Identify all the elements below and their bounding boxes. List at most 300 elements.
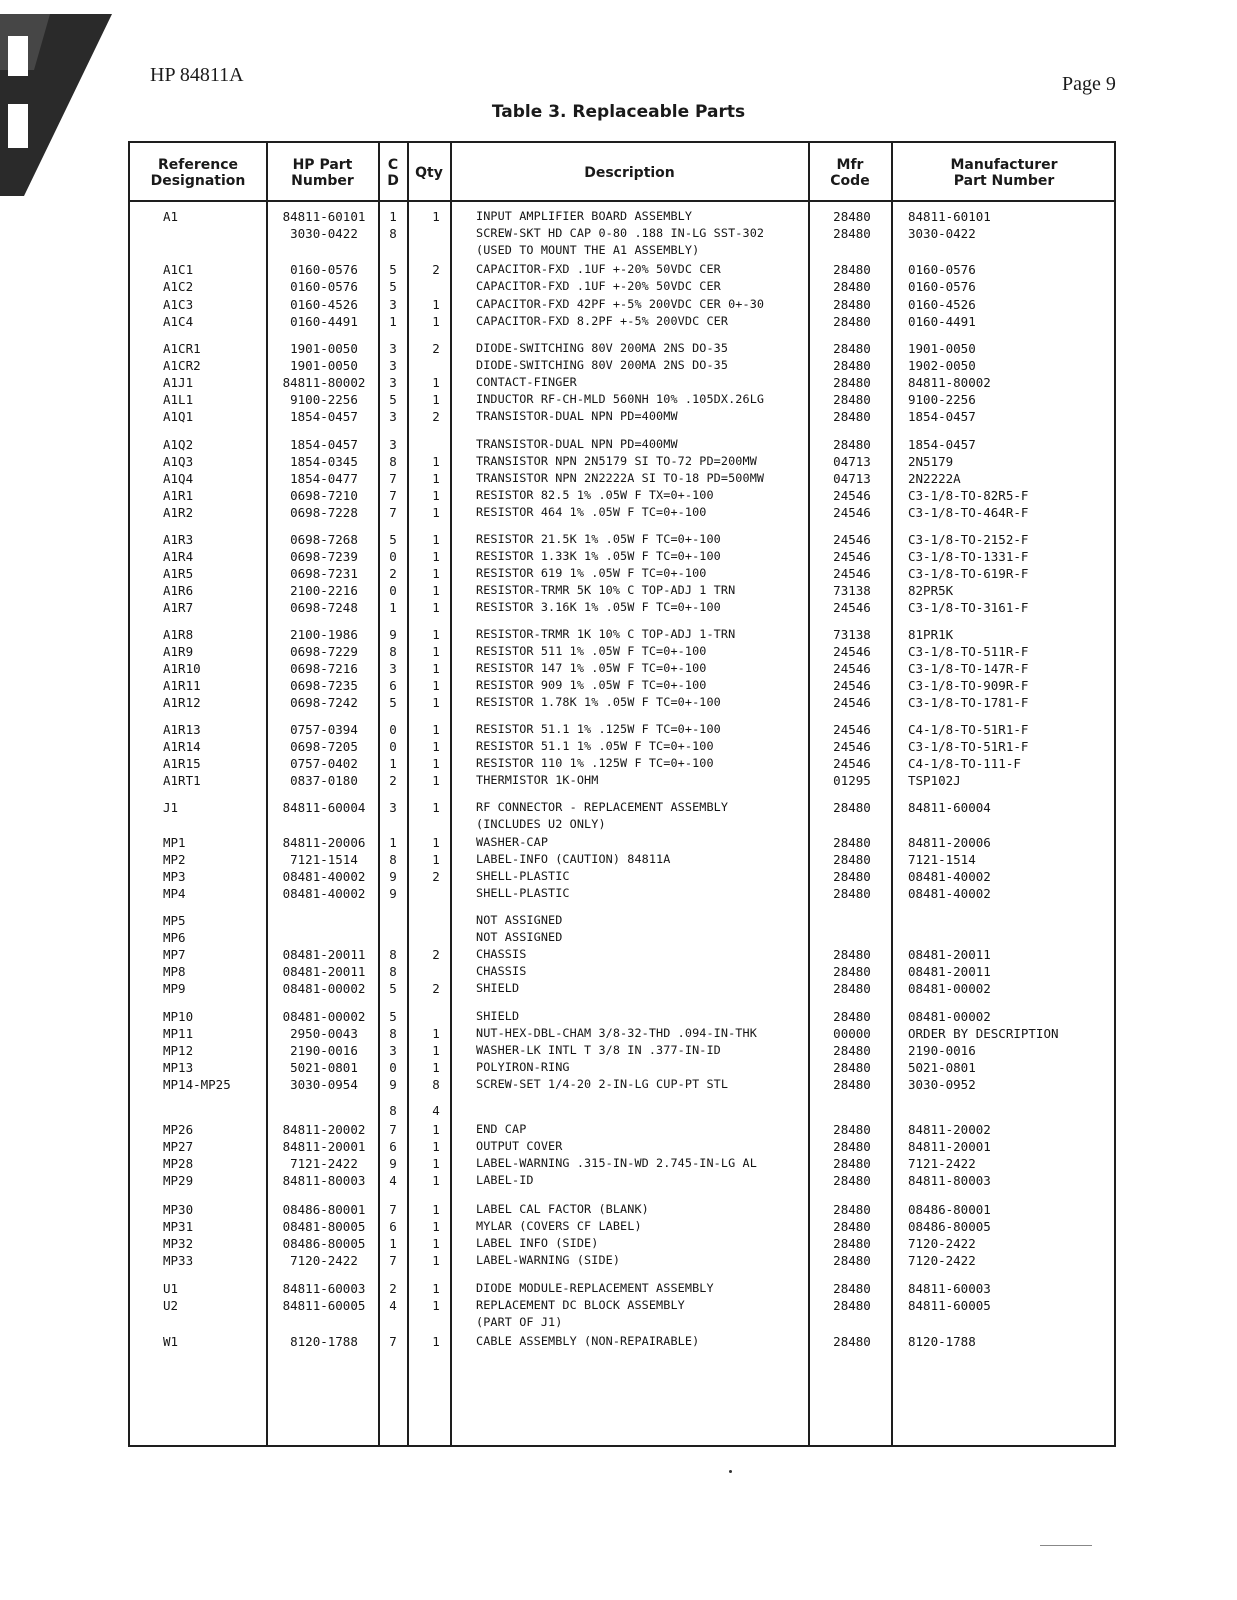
cell-mfr-code: 24546 [833, 532, 871, 547]
cell-ref: MP10 [163, 1009, 194, 1024]
cell-mfr-part: 08486-80001 [908, 1202, 991, 1217]
cell-mfr-code: 24546 [833, 566, 871, 581]
cell-mfr-code: 28480 [833, 852, 871, 867]
cell-ref: MP1 [163, 835, 186, 850]
cell-qty: 1 [432, 209, 440, 224]
cell-cd: 7 [389, 1202, 397, 1217]
cell-qty: 1 [432, 1173, 440, 1188]
cell-ref: A1R8 [163, 627, 194, 642]
cell-hp-part: 08481-40002 [282, 869, 366, 884]
cell-hp-part: 0698-7235 [290, 678, 358, 693]
cell-mfr-code [812, 242, 892, 259]
cell-ref: A1 [163, 209, 179, 224]
cell-desc: RESISTOR 51.1 1% .05W F TC=0+-100 [476, 739, 714, 753]
cell-mfr-part: C3-1/8-TO-1781-F [908, 695, 1029, 710]
cell-cd: 8 [389, 947, 397, 962]
cell-mfr-code: 28480 [833, 800, 871, 815]
cell-hp-part: 1901-0050 [290, 358, 358, 373]
cell-ref: MP33 [163, 1253, 194, 1268]
cell-mfr-code [812, 1314, 892, 1331]
cell-ref: A1R14 [163, 739, 201, 754]
cell-desc: RESISTOR 619 1% .05W F TC=0+-100 [476, 566, 707, 580]
cell-hp-part: 9100-2256 [290, 392, 358, 407]
cell-cd: 0 [389, 722, 397, 737]
header-mfr-code: Mfr Code [830, 157, 870, 189]
cell-ref: MP32 [163, 1236, 194, 1251]
cell-hp-part: 1854-0345 [290, 454, 358, 469]
cell-qty: 1 [432, 1219, 440, 1234]
cell-desc: (PART OF J1) [476, 1315, 563, 1329]
cell-qty [420, 885, 452, 902]
cell-ref: MP26 [163, 1122, 194, 1137]
cell-qty: 1 [432, 375, 440, 390]
cell-mfr-part: 1854-0457 [908, 409, 976, 424]
cell-hp-part: 0698-7229 [290, 644, 358, 659]
cell-mfr-code: 28480 [833, 1009, 871, 1024]
cell-cd [380, 1314, 406, 1331]
cell-mfr-code: 28480 [833, 1156, 871, 1171]
cell-desc: WASHER-LK INTL T 3/8 IN .377-IN-ID [476, 1043, 721, 1057]
cell-desc: TRANSISTOR-DUAL NPN PD=400MW [476, 437, 678, 451]
cell-cd: 5 [389, 262, 397, 277]
cell-mfr-part: 0160-4491 [908, 314, 976, 329]
cell-mfr-part: 1901-0050 [908, 341, 976, 356]
cell-hp-part: 84811-20002 [282, 1122, 366, 1137]
cell-cd: 8 [389, 226, 397, 241]
cell-ref: MP11 [163, 1026, 194, 1041]
cell-ref: A1C3 [163, 297, 194, 312]
cell-mfr-part: 3030-0952 [908, 1077, 976, 1092]
cell-mfr-code: 28480 [833, 1236, 871, 1251]
cell-mfr-part: 5021-0801 [908, 1060, 976, 1075]
cell-cd: 8 [389, 852, 397, 867]
cell-qty [420, 357, 452, 374]
cell-hp-part: 2100-2216 [290, 583, 358, 598]
cell-cd: 3 [389, 297, 397, 312]
cell-cd: 5 [389, 392, 397, 407]
cell-desc: POLYIRON-RING [476, 1060, 570, 1074]
cell-desc: INPUT AMPLIFIER BOARD ASSEMBLY [476, 209, 693, 223]
cell-mfr-code: 24546 [833, 488, 871, 503]
cell-mfr-code [812, 929, 892, 946]
cell-hp-part: 0698-7239 [290, 549, 358, 564]
cell-cd: 5 [389, 279, 397, 294]
cell-qty: 1 [432, 392, 440, 407]
cell-mfr-code: 28480 [833, 1334, 871, 1349]
cell-hp-part: 84811-80003 [282, 1173, 366, 1188]
cell-qty: 1 [432, 1334, 440, 1349]
cell-cd: 4 [389, 1298, 397, 1313]
cell-desc: SHELL-PLASTIC [476, 869, 570, 883]
cell-cd: 7 [389, 1253, 397, 1268]
cell-mfr-part: C3-1/8-TO-3161-F [908, 600, 1029, 615]
cell-qty: 1 [432, 1122, 440, 1137]
cell-qty: 2 [432, 869, 440, 884]
cell-mfr-part: 08481-40002 [908, 886, 991, 901]
cell-mfr-code: 00000 [833, 1026, 871, 1041]
cell-mfr-code: 24546 [833, 600, 871, 615]
cell-qty [420, 912, 452, 929]
cell-desc: SHELL-PLASTIC [476, 886, 570, 900]
cell-qty: 1 [432, 600, 440, 615]
cell-desc: RESISTOR 110 1% .125W F TC=0+-100 [476, 756, 714, 770]
cell-ref: A1R7 [163, 600, 194, 615]
cell-hp-part: 08481-00002 [282, 981, 366, 996]
cell-desc: CABLE ASSEMBLY (NON-REPAIRABLE) [476, 1334, 700, 1348]
cell-desc: RESISTOR 147 1% .05W F TC=0+-100 [476, 661, 707, 675]
cell-desc: WASHER-CAP [476, 835, 549, 849]
cell-mfr-code: 73138 [833, 627, 871, 642]
cell-mfr-part: C3-1/8-TO-147R-F [908, 661, 1029, 676]
cell-ref: MP5 [163, 913, 186, 928]
cell-qty: 1 [432, 756, 440, 771]
cell-hp-part: 0698-7228 [290, 505, 358, 520]
cell-cd [380, 242, 406, 259]
cell-ref: MP4 [163, 886, 186, 901]
cell-hp-part: 08481-20011 [282, 964, 366, 979]
cell-qty: 1 [432, 1202, 440, 1217]
cell-mfr-code: 28480 [833, 886, 871, 901]
cell-cd: 3 [389, 341, 397, 356]
cell-mfr-code: 28480 [833, 314, 871, 329]
cell-mfr-part: 82PR5K [908, 583, 954, 598]
cell-mfr-code [812, 816, 892, 833]
cell-ref: MP14-MP25 [163, 1077, 231, 1092]
cell-hp-part: 0698-7210 [290, 488, 358, 503]
cell-cd: 8 [389, 1103, 397, 1118]
page-number: Page 9 [1062, 73, 1116, 95]
cell-desc: LABEL CAL FACTOR (BLANK) [476, 1202, 649, 1216]
cell-mfr-code: 28480 [833, 279, 871, 294]
cell-mfr-part: 0160-0576 [908, 262, 976, 277]
cell-hp-part: 84811-60003 [282, 1281, 366, 1296]
cell-desc: CONTACT-FINGER [476, 375, 577, 389]
cell-cd: 6 [389, 1139, 397, 1154]
cell-qty: 1 [432, 1281, 440, 1296]
cell-hp-part: 2950-0043 [290, 1026, 358, 1041]
cell-ref: A1R13 [163, 722, 201, 737]
cell-qty [420, 278, 452, 295]
cell-desc: NOT ASSIGNED [476, 913, 563, 927]
cell-mfr-code: 04713 [833, 454, 871, 469]
cell-mfr-code: 24546 [833, 505, 871, 520]
cell-cd: 8 [389, 1026, 397, 1041]
cell-qty: 2 [432, 409, 440, 424]
cell-hp-part: 0160-4491 [290, 314, 358, 329]
cell-hp-part: 08481-20011 [282, 947, 366, 962]
cell-desc: RESISTOR 21.5K 1% .05W F TC=0+-100 [476, 532, 721, 546]
cell-mfr-part: 0160-0576 [908, 279, 976, 294]
cell-mfr-part: TSP102J [908, 773, 961, 788]
cell-desc: REPLACEMENT DC BLOCK ASSEMBLY [476, 1298, 685, 1312]
cell-mfr-code: 24546 [833, 722, 871, 737]
cell-cd: 9 [389, 869, 397, 884]
cell-mfr-code: 28480 [833, 964, 871, 979]
cell-qty: 4 [432, 1103, 440, 1118]
cell-mfr-code: 24546 [833, 644, 871, 659]
cell-qty: 1 [432, 1043, 440, 1058]
cell-desc: CAPACITOR-FXD 8.2PF +-5% 200VDC CER [476, 314, 729, 328]
cell-cd: 6 [389, 1219, 397, 1234]
cell-ref: MP29 [163, 1173, 194, 1188]
cell-cd: 8 [389, 454, 397, 469]
cell-qty: 1 [432, 1253, 440, 1268]
cell-ref: MP6 [163, 930, 186, 945]
cell-desc: RESISTOR 1.33K 1% .05W F TC=0+-100 [476, 549, 721, 563]
cell-ref: A1R10 [163, 661, 201, 676]
header-hp-part-number: HP Part Number [291, 157, 354, 189]
cell-cd: 1 [389, 600, 397, 615]
cell-mfr-part: 7120-2422 [908, 1253, 976, 1268]
scan-speck [729, 1470, 732, 1473]
cell-qty: 1 [432, 739, 440, 754]
cell-cd [380, 912, 406, 929]
cell-qty: 1 [432, 505, 440, 520]
cell-cd: 5 [389, 532, 397, 547]
cell-hp-part: 0698-7216 [290, 661, 358, 676]
cell-qty: 2 [432, 947, 440, 962]
cell-hp-part: 0698-7205 [290, 739, 358, 754]
cell-cd: 2 [389, 773, 397, 788]
cell-desc: CAPACITOR-FXD .1UF +-20% 50VDC CER [476, 279, 721, 293]
cell-mfr-part: 08481-40002 [908, 869, 991, 884]
cell-mfr-part: 81PR1K [908, 627, 954, 642]
cell-mfr-part: 08481-20011 [908, 964, 991, 979]
header-description: Description [584, 165, 675, 181]
cell-hp-part [272, 1314, 376, 1331]
cell-ref: U1 [163, 1281, 179, 1296]
cell-hp-part: 84811-80002 [282, 375, 366, 390]
cell-ref: A1R5 [163, 566, 194, 581]
cell-desc: LABEL-INFO (CAUTION) 84811A [476, 852, 671, 866]
cell-qty: 2 [432, 262, 440, 277]
cell-desc: RESISTOR 909 1% .05W F TC=0+-100 [476, 678, 707, 692]
cell-mfr-code [812, 1102, 892, 1119]
cell-qty: 1 [432, 1298, 440, 1313]
cell-desc: DIODE MODULE-REPLACEMENT ASSEMBLY [476, 1281, 714, 1295]
cell-mfr-part: C3-1/8-TO-2152-F [908, 532, 1029, 547]
cell-mfr-code: 24546 [833, 756, 871, 771]
cell-ref: A1R15 [163, 756, 201, 771]
cell-qty [420, 1008, 452, 1025]
cell-cd: 3 [389, 800, 397, 815]
cell-ref: A1Q2 [163, 437, 194, 452]
cell-mfr-part: 08481-00002 [908, 1009, 991, 1024]
cell-ref: MP3 [163, 869, 186, 884]
cell-desc: CAPACITOR-FXD .1UF +-20% 50VDC CER [476, 262, 721, 276]
cell-mfr-code: 24546 [833, 661, 871, 676]
cell-cd: 5 [389, 981, 397, 996]
cell-mfr-part: C3-1/8-TO-82R5-F [908, 488, 1029, 503]
cell-ref: MP2 [163, 852, 186, 867]
cell-mfr-part: 08481-00002 [908, 981, 991, 996]
cell-cd: 7 [389, 488, 397, 503]
cell-hp-part [272, 929, 376, 946]
cell-desc: RESISTOR 511 1% .05W F TC=0+-100 [476, 644, 707, 658]
cell-ref: A1C1 [163, 262, 194, 277]
cell-ref: W1 [163, 1334, 179, 1349]
cell-cd: 9 [389, 1077, 397, 1092]
cell-mfr-code: 28480 [833, 1219, 871, 1234]
cell-hp-part: 08486-80005 [282, 1236, 366, 1251]
cell-mfr-part: 1902-0050 [908, 358, 976, 373]
cell-qty [420, 225, 452, 242]
cell-cd: 9 [389, 627, 397, 642]
cell-hp-part [272, 816, 376, 833]
cell-cd: 0 [389, 739, 397, 754]
cell-qty: 1 [432, 488, 440, 503]
cell-hp-part [272, 912, 376, 929]
cell-mfr-part: 7120-2422 [908, 1236, 976, 1251]
cell-desc: END CAP [476, 1122, 527, 1136]
cell-qty: 1 [432, 314, 440, 329]
cell-desc: RESISTOR 51.1 1% .125W F TC=0+-100 [476, 722, 721, 736]
cell-ref: MP7 [163, 947, 186, 962]
cell-desc: NOT ASSIGNED [476, 930, 563, 944]
cell-cd: 1 [389, 1236, 397, 1251]
cell-hp-part: 3030-0422 [290, 226, 358, 241]
cell-qty: 1 [432, 297, 440, 312]
cell-desc: CAPACITOR-FXD 42PF +-5% 200VDC CER 0+-30 [476, 297, 765, 311]
cell-desc: TRANSISTOR NPN 2N2222A SI TO-18 PD=500MW [476, 471, 765, 485]
cell-hp-part: 1854-0477 [290, 471, 358, 486]
cell-hp-part: 2100-1986 [290, 627, 358, 642]
cell-mfr-part: 08486-80005 [908, 1219, 991, 1234]
cell-cd: 2 [389, 1281, 397, 1296]
cell-mfr-part: 7121-2422 [908, 1156, 976, 1171]
cell-mfr-code: 28480 [833, 341, 871, 356]
cell-mfr-code: 28480 [833, 358, 871, 373]
cell-mfr-code: 24546 [833, 739, 871, 754]
cell-ref: A1RT1 [163, 773, 201, 788]
cell-mfr-code: 28480 [833, 1298, 871, 1313]
cell-qty: 1 [432, 1026, 440, 1041]
cell-mfr-code: 28480 [833, 1139, 871, 1154]
cell-mfr-code: 28480 [833, 226, 871, 241]
cell-desc: TRANSISTOR-DUAL NPN PD=400MW [476, 409, 678, 423]
cell-cd: 1 [389, 314, 397, 329]
cell-cd [380, 816, 406, 833]
table-title: Table 3. Replaceable Parts [491, 102, 746, 122]
cell-desc: RESISTOR 1.78K 1% .05W F TC=0+-100 [476, 695, 721, 709]
cell-qty [420, 242, 452, 259]
cell-hp-part: 08481-40002 [282, 886, 366, 901]
cell-desc: TRANSISTOR NPN 2N5179 SI TO-72 PD=200MW [476, 454, 757, 468]
cell-cd: 1 [389, 209, 397, 224]
cell-mfr-part: 84811-60003 [908, 1281, 991, 1296]
cell-mfr-code: 28480 [833, 375, 871, 390]
cell-qty: 1 [432, 549, 440, 564]
cell-qty: 1 [432, 661, 440, 676]
cell-mfr-part: C3-1/8-TO-619R-F [908, 566, 1029, 581]
cell-cd: 3 [389, 375, 397, 390]
cell-mfr-code [812, 912, 892, 929]
cell-qty: 1 [432, 722, 440, 737]
cell-mfr-part: C3-1/8-TO-464R-F [908, 505, 1029, 520]
cell-desc: RESISTOR-TRMR 1K 10% C TOP-ADJ 1-TRN [476, 627, 736, 641]
cell-ref: A1Q4 [163, 471, 194, 486]
cell-hp-part: 1854-0457 [290, 409, 358, 424]
cell-mfr-part: 1854-0457 [908, 437, 976, 452]
cell-desc: (USED TO MOUNT THE A1 ASSEMBLY) [476, 243, 700, 257]
cell-mfr-code: 28480 [833, 1043, 871, 1058]
cell-cd: 3 [389, 358, 397, 373]
cell-hp-part: 0698-7231 [290, 566, 358, 581]
cell-qty: 1 [432, 678, 440, 693]
cell-hp-part: 3030-0954 [290, 1077, 358, 1092]
cell-mfr-code: 28480 [833, 947, 871, 962]
cell-cd: 0 [389, 549, 397, 564]
cell-mfr-code: 28480 [833, 869, 871, 884]
cell-desc: CHASSIS [476, 947, 527, 961]
cell-mfr-part: 8120-1788 [908, 1334, 976, 1349]
cell-hp-part: 0160-0576 [290, 262, 358, 277]
cell-hp-part: 84811-60004 [282, 800, 366, 815]
cell-hp-part: 1901-0050 [290, 341, 358, 356]
cell-cd [380, 929, 406, 946]
cell-ref: A1R12 [163, 695, 201, 710]
cell-ref: A1R3 [163, 532, 194, 547]
cell-mfr-part: C3-1/8-TO-1331-F [908, 549, 1029, 564]
cell-ref: MP9 [163, 981, 186, 996]
cell-mfr-part: 84811-80003 [908, 1173, 991, 1188]
cell-mfr-code: 24546 [833, 695, 871, 710]
cell-mfr-part: 84811-20001 [908, 1139, 991, 1154]
cell-hp-part: 1854-0457 [290, 437, 358, 452]
cell-hp-part: 5021-0801 [290, 1060, 358, 1075]
cell-mfr-part: 08481-20011 [908, 947, 991, 962]
cell-mfr-code: 28480 [833, 437, 871, 452]
cell-qty: 1 [432, 583, 440, 598]
cell-mfr-code: 28480 [833, 981, 871, 996]
cell-ref: A1C2 [163, 279, 194, 294]
cell-ref: MP27 [163, 1139, 194, 1154]
cell-desc: LABEL-WARNING (SIDE) [476, 1253, 621, 1267]
cell-qty: 8 [432, 1077, 440, 1092]
cell-hp-part: 84811-60101 [282, 209, 366, 224]
cell-mfr-part: 9100-2256 [908, 392, 976, 407]
cell-ref: A1C4 [163, 314, 194, 329]
cell-qty: 2 [432, 981, 440, 996]
cell-cd: 5 [389, 1009, 397, 1024]
cell-qty: 1 [432, 695, 440, 710]
cell-qty [420, 1314, 452, 1331]
cell-desc: SCREW-SKT HD CAP 0-80 .188 IN-LG SST-302 [476, 226, 765, 240]
cell-ref: MP31 [163, 1219, 194, 1234]
cell-hp-part: 08481-80005 [282, 1219, 366, 1234]
cell-cd: 8 [389, 964, 397, 979]
cell-cd: 1 [389, 835, 397, 850]
cell-hp-part [272, 242, 376, 259]
cell-cd: 2 [389, 566, 397, 581]
cell-mfr-part: 7121-1514 [908, 852, 976, 867]
cell-qty: 1 [432, 800, 440, 815]
cell-ref: A1J1 [163, 375, 194, 390]
cell-ref: MP12 [163, 1043, 194, 1058]
cell-desc: (INCLUDES U2 ONLY) [476, 817, 606, 831]
cell-hp-part: 0160-0576 [290, 279, 358, 294]
cell-qty: 1 [432, 1060, 440, 1075]
cell-cd: 7 [389, 471, 397, 486]
cell-qty: 1 [432, 627, 440, 642]
cell-hp-part: 0757-0402 [290, 756, 358, 771]
cell-desc: INDUCTOR RF-CH-MLD 560NH 10% .105DX.26LG [476, 392, 765, 406]
cell-ref: A1Q3 [163, 454, 194, 469]
cell-desc: CHASSIS [476, 964, 527, 978]
cell-cd: 0 [389, 583, 397, 598]
cell-mfr-part: 0160-4526 [908, 297, 976, 312]
cell-mfr-part: C4-1/8-TO-51R1-F [908, 722, 1029, 737]
